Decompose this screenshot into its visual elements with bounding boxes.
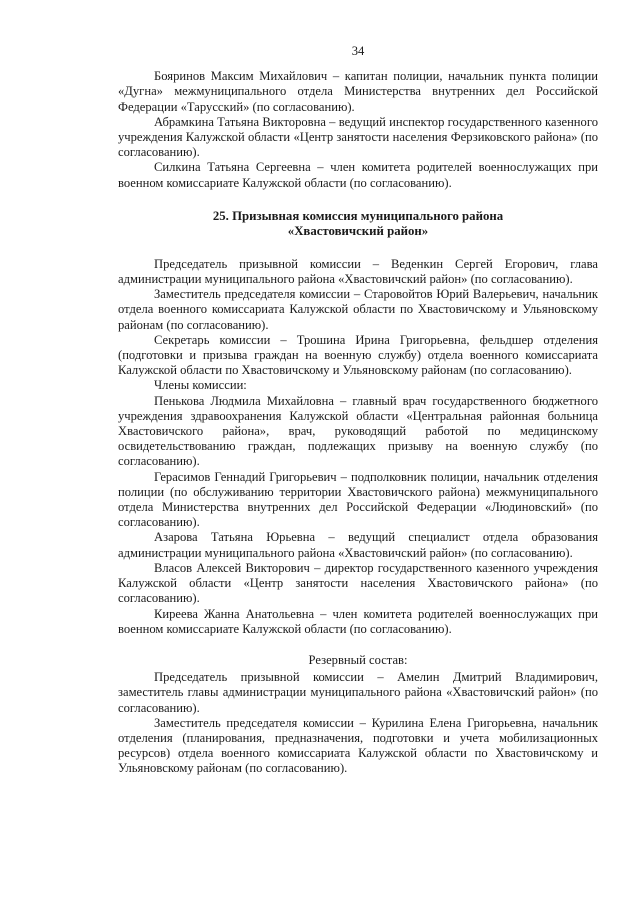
- paragraph-reserve-chairman: Председатель призывной комиссии – Амелин Дмитрий Владимирович, заместитель главы администрации муниципального района «Хвастовичский район» (по согласованию).: [118, 670, 598, 715]
- page-number: 34: [351, 44, 365, 58]
- members-label: Члены комиссии:: [154, 378, 247, 393]
- paragraph-silkina: Силкина Татьяна Сергеевна – член комитета родителей военнослужащих при военном комиссариате Калужской области (по согласованию).: [118, 160, 598, 190]
- paragraph-kireeva: Киреева Жанна Анатольевна – член комитета родителей военнослужащих при военном комиссариате Калужской области (по согласованию).: [118, 606, 598, 636]
- paragraph-reserve-deputy: Заместитель председателя комиссии – Курилина Елена Григорьевна, начальник отделения (планирования, предназначения, подготовки и учета мобилизационных ресурсов) отдела военного комиссариата Калужской области по Хвастовичскому и Ульяновскому районам (по согласованию).: [118, 715, 598, 776]
- reserve-title: Резервный состав:: [308, 652, 408, 667]
- paragraph-deputy-chairman: Заместитель председателя комиссии – Старовойтов Юрий Валерьевич, начальник отдела военного комиссариата Калужской области по Хвастовичскому и Ульяновскому районам (по согласованию).: [118, 287, 598, 332]
- paragraph-chairman: Председатель призывной комиссии – Веденкин Сергей Егорович, глава администрации муниципального района «Хвастовичский район» (по согласованию).: [118, 256, 598, 287]
- paragraph-abramkina: Абрамкина Татьяна Викторовна – ведущий инспектор государственного казенного учреждения Калужской области «Центр занятости населения Ферзиковского района» (по согласованию).: [118, 114, 598, 160]
- paragraph-secretary: Секретарь комиссии – Трошина Ирина Григорьевна, фельдшер отделения (подготовки и призыва граждан на военную службу) отдела военного комиссариата Калужской области по Хвастовичскому и Ульяновскому районам (по согласованию).: [118, 332, 598, 378]
- section-heading: [118, 209, 598, 240]
- paragraph-gerasimov: Герасимов Геннадий Григорьевич – подполковник полиции, начальник отделения полиции (по обслуживанию территории Хвастовичского района) межмуниципального отдела Министерства внутренних дел Российской Федерации «Людиновский» (по согласованию).: [118, 469, 598, 530]
- paragraph-vlasov: Власов Алексей Викторович – директор государственного казенного учреждения Калужской области «Центр занятости населения Хвастовичского района» (по согласованию).: [118, 560, 598, 606]
- paragraph-penkova: Пенькова Людмила Михайловна – главный врач государственного бюджетного учреждения здравоохранения Калужской области «Центральная районная больница Хвастовичского района», врач, руководящий работой по медицинскому освидетельствованию граждан, подлежащих призыву на военную службу (по согласованию).: [118, 393, 598, 469]
- section-heading-line1: 25. Призывная комиссия муниципального района: [212, 208, 504, 223]
- paragraph-boyarinov: Бояринов Максим Михайлович – капитан полиции, начальник пункта полиции «Дугна» межмуниципального отдела Министерства внутренних дел Российской Федерации «Тарусский» (по согласованию).: [118, 69, 598, 114]
- paragraph-azarova: Азарова Татьяна Юрьевна – ведущий специалист отдела образования администрации муниципального района «Хвастовичский район» (по согласованию).: [118, 530, 598, 560]
- section-heading-line2: «Хвастовичский район»: [287, 224, 429, 239]
